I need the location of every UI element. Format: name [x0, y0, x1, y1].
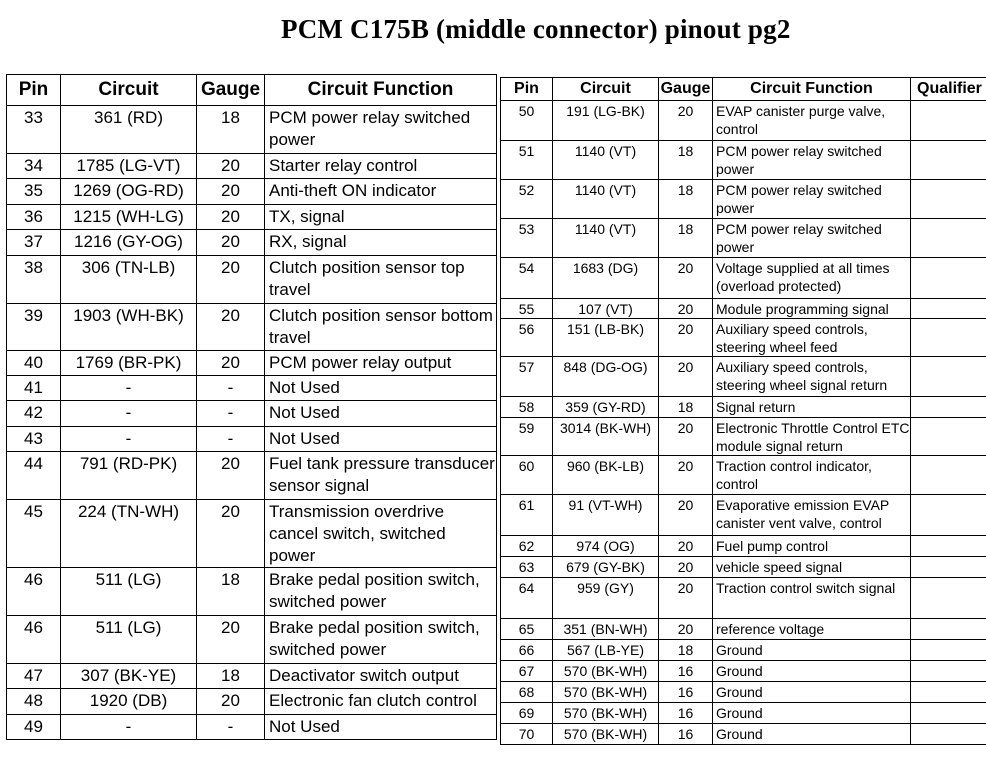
function-cell: Auxiliary speed controls, steering wheel feed — [713, 319, 911, 357]
gauge-cell: 18 — [197, 664, 265, 689]
table-row — [501, 640, 986, 661]
pin-cell: 57 — [501, 357, 553, 397]
table-row — [501, 219, 986, 258]
function-cell: Transmission overdrive cancel switch, switched power — [265, 500, 497, 568]
function-cell: Starter relay control — [265, 154, 497, 179]
table-row — [7, 689, 497, 715]
gauge-cell: 20 — [197, 205, 265, 230]
gauge-cell: 20 — [197, 689, 265, 715]
header-qualifier: Qualifier — [911, 78, 986, 101]
header-circuit-function: Circuit Function — [265, 75, 497, 106]
function-cell: Not Used — [265, 376, 497, 401]
gauge-cell: 20 — [197, 230, 265, 256]
circuit-cell: 567 (LB-YE) — [553, 640, 659, 661]
pin-cell: 46 — [7, 616, 61, 664]
circuit-cell: 570 (BK-WH) — [553, 724, 659, 745]
function-cell: PCM power relay switched power — [713, 219, 911, 258]
header-circuit: Circuit — [61, 75, 197, 106]
gauge-cell: 16 — [659, 661, 713, 682]
pin-cell: 33 — [7, 106, 61, 154]
circuit-cell: 791 (RD-PK) — [61, 452, 197, 500]
function-cell: Evaporative emission EVAP canister vent valve, control — [713, 495, 911, 536]
qualifier-cell — [911, 661, 986, 682]
table-row — [7, 205, 497, 230]
pin-cell: 70 — [501, 724, 553, 745]
gauge-cell: 20 — [197, 351, 265, 376]
function-cell: PCM power relay switched power — [713, 180, 911, 219]
gauge-cell: 16 — [659, 724, 713, 745]
table-row — [7, 452, 497, 500]
qualifier-cell — [911, 299, 986, 319]
function-cell: Voltage supplied at all times (overload protected) — [713, 258, 911, 299]
circuit-cell: 151 (LB-BK) — [553, 319, 659, 357]
pin-cell: 47 — [7, 664, 61, 689]
circuit-cell: 1269 (OG-RD) — [61, 179, 197, 205]
gauge-cell: - — [197, 401, 265, 427]
pin-cell: 45 — [7, 500, 61, 568]
pin-cell: 34 — [7, 154, 61, 179]
header-pin: Pin — [501, 78, 553, 101]
table-row — [7, 304, 497, 351]
gauge-cell: 20 — [197, 452, 265, 500]
table-row — [501, 397, 986, 418]
table-row — [501, 180, 986, 219]
qualifier-cell — [911, 619, 986, 640]
circuit-cell: 191 (LG-BK) — [553, 101, 659, 141]
function-cell: Traction control switch signal — [713, 578, 911, 619]
function-cell: PCM power relay switched power — [713, 141, 911, 180]
table-row — [501, 495, 986, 536]
gauge-cell: 20 — [659, 299, 713, 319]
table-row — [501, 319, 986, 357]
qualifier-cell — [911, 682, 986, 703]
pin-cell: 43 — [7, 427, 61, 452]
qualifier-cell — [911, 319, 986, 357]
pin-cell: 56 — [501, 319, 553, 357]
table-row — [501, 724, 986, 745]
gauge-cell: 18 — [659, 141, 713, 180]
circuit-cell: 1769 (BR-PK) — [61, 351, 197, 376]
gauge-cell: 20 — [659, 557, 713, 578]
pin-cell: 38 — [7, 256, 61, 304]
circuit-cell: - — [61, 427, 197, 452]
pin-cell: 46 — [7, 568, 61, 616]
table-row — [501, 536, 986, 557]
gauge-cell: 20 — [659, 319, 713, 357]
function-cell: Traction control indicator, control — [713, 456, 911, 495]
function-cell: Not Used — [265, 715, 497, 740]
table-row — [501, 357, 986, 397]
function-cell: Ground — [713, 703, 911, 724]
table-row — [7, 427, 497, 452]
qualifier-cell — [911, 357, 986, 397]
gauge-cell: 18 — [659, 180, 713, 219]
pin-cell: 49 — [7, 715, 61, 740]
circuit-cell: - — [61, 715, 197, 740]
page-title: PCM C175B (middle connector) pinout pg2 — [281, 14, 791, 44]
qualifier-cell — [911, 397, 986, 418]
pin-cell: 52 — [501, 180, 553, 219]
circuit-cell: 960 (BK-LB) — [553, 456, 659, 495]
gauge-cell: - — [197, 715, 265, 740]
circuit-cell: 1215 (WH-LG) — [61, 205, 197, 230]
qualifier-cell — [911, 418, 986, 456]
function-cell: RX, signal — [265, 230, 497, 256]
pin-cell: 37 — [7, 230, 61, 256]
gauge-cell: 16 — [659, 682, 713, 703]
table-row — [7, 616, 497, 664]
table-header-row — [501, 78, 986, 101]
circuit-cell: 307 (BK-YE) — [61, 664, 197, 689]
function-cell: Ground — [713, 640, 911, 661]
circuit-cell: 511 (LG) — [61, 568, 197, 616]
circuit-cell: 570 (BK-WH) — [553, 661, 659, 682]
gauge-cell: 20 — [659, 619, 713, 640]
gauge-cell: 20 — [659, 357, 713, 397]
function-cell: Auxiliary speed controls, steering wheel signal return — [713, 357, 911, 397]
pin-cell: 48 — [7, 689, 61, 715]
pin-cell: 61 — [501, 495, 553, 536]
table-row — [7, 256, 497, 304]
gauge-cell: 18 — [659, 640, 713, 661]
qualifier-cell — [911, 703, 986, 724]
pin-cell: 63 — [501, 557, 553, 578]
gauge-cell: 20 — [197, 179, 265, 205]
circuit-cell: 1683 (DG) — [553, 258, 659, 299]
circuit-cell: 91 (VT-WH) — [553, 495, 659, 536]
pin-cell: 36 — [7, 205, 61, 230]
gauge-cell: 20 — [197, 256, 265, 304]
qualifier-cell — [911, 536, 986, 557]
pinout-table-left — [6, 74, 497, 740]
gauge-cell: 20 — [197, 500, 265, 568]
pin-cell: 39 — [7, 304, 61, 351]
circuit-cell: 511 (LG) — [61, 616, 197, 664]
circuit-cell: - — [61, 376, 197, 401]
pin-cell: 53 — [501, 219, 553, 258]
circuit-cell: 570 (BK-WH) — [553, 703, 659, 724]
function-cell: Signal return — [713, 397, 911, 418]
table-row — [501, 299, 986, 319]
gauge-cell: 20 — [659, 495, 713, 536]
circuit-cell: - — [61, 401, 197, 427]
function-cell: Brake pedal position switch, switched power — [265, 568, 497, 616]
circuit-cell: 679 (GY-BK) — [553, 557, 659, 578]
circuit-cell: 3014 (BK-WH) — [553, 418, 659, 456]
circuit-cell: 1903 (WH-BK) — [61, 304, 197, 351]
pin-cell: 62 — [501, 536, 553, 557]
pin-cell: 55 — [501, 299, 553, 319]
pin-cell: 69 — [501, 703, 553, 724]
table-header-row — [7, 75, 497, 106]
table-row — [501, 661, 986, 682]
function-cell: Electronic fan clutch control — [265, 689, 497, 715]
pin-cell: 60 — [501, 456, 553, 495]
qualifier-cell — [911, 180, 986, 219]
circuit-cell: 570 (BK-WH) — [553, 682, 659, 703]
pin-cell: 68 — [501, 682, 553, 703]
header-gauge: Gauge — [197, 75, 265, 106]
circuit-cell: 107 (VT) — [553, 299, 659, 319]
table-row — [7, 568, 497, 616]
function-cell: Anti-theft ON indicator — [265, 179, 497, 205]
header-circuit-function: Circuit Function — [713, 78, 911, 101]
function-cell: Brake pedal position switch, switched power — [265, 616, 497, 664]
circuit-cell: 848 (DG-OG) — [553, 357, 659, 397]
qualifier-cell — [911, 141, 986, 180]
gauge-cell: - — [197, 427, 265, 452]
circuit-cell: 351 (BN-WH) — [553, 619, 659, 640]
circuit-cell: 1140 (VT) — [553, 219, 659, 258]
table-row — [7, 401, 497, 427]
pin-cell: 40 — [7, 351, 61, 376]
function-cell: Not Used — [265, 401, 497, 427]
gauge-cell: 20 — [659, 101, 713, 141]
qualifier-cell — [911, 578, 986, 619]
gauge-cell: 20 — [659, 418, 713, 456]
pin-cell: 65 — [501, 619, 553, 640]
circuit-cell: 1920 (DB) — [61, 689, 197, 715]
pin-cell: 66 — [501, 640, 553, 661]
function-cell: TX, signal — [265, 205, 497, 230]
table-row — [7, 154, 497, 179]
qualifier-cell — [911, 101, 986, 141]
function-cell: Ground — [713, 724, 911, 745]
table-row — [501, 578, 986, 619]
gauge-cell: 20 — [659, 258, 713, 299]
function-cell: PCM power relay output — [265, 351, 497, 376]
table-row — [7, 376, 497, 401]
circuit-cell: 1140 (VT) — [553, 141, 659, 180]
circuit-cell: 1785 (LG-VT) — [61, 154, 197, 179]
function-cell: Clutch position sensor top travel — [265, 256, 497, 304]
function-cell: PCM power relay switched power — [265, 106, 497, 154]
pin-cell: 42 — [7, 401, 61, 427]
table-row — [7, 715, 497, 740]
table-row — [7, 500, 497, 568]
qualifier-cell — [911, 495, 986, 536]
table-row — [501, 703, 986, 724]
pin-cell: 54 — [501, 258, 553, 299]
header-pin: Pin — [7, 75, 61, 106]
function-cell: Deactivator switch output — [265, 664, 497, 689]
table-row — [501, 101, 986, 141]
gauge-cell: 20 — [197, 154, 265, 179]
function-cell: vehicle speed signal — [713, 557, 911, 578]
function-cell: Electronic Throttle Control ETC module signal return — [713, 418, 911, 456]
table-row — [501, 141, 986, 180]
function-cell: Fuel tank pressure transducer sensor signal — [265, 452, 497, 500]
pin-cell: 67 — [501, 661, 553, 682]
table-row — [501, 557, 986, 578]
gauge-cell: 20 — [659, 536, 713, 557]
gauge-cell: 18 — [197, 106, 265, 154]
qualifier-cell — [911, 557, 986, 578]
table-row — [7, 351, 497, 376]
table-row — [7, 230, 497, 256]
pin-cell: 58 — [501, 397, 553, 418]
pin-cell: 35 — [7, 179, 61, 205]
gauge-cell: 18 — [197, 568, 265, 616]
header-circuit: Circuit — [553, 78, 659, 101]
table-row — [501, 456, 986, 495]
qualifier-cell — [911, 219, 986, 258]
gauge-cell: 18 — [659, 219, 713, 258]
function-cell: Ground — [713, 661, 911, 682]
circuit-cell: 1140 (VT) — [553, 180, 659, 219]
gauge-cell: - — [197, 376, 265, 401]
gauge-cell: 16 — [659, 703, 713, 724]
table-row — [501, 258, 986, 299]
circuit-cell: 359 (GY-RD) — [553, 397, 659, 418]
table-row — [7, 179, 497, 205]
circuit-cell: 361 (RD) — [61, 106, 197, 154]
function-cell: Module programming signal — [713, 299, 911, 319]
circuit-cell: 1216 (GY-OG) — [61, 230, 197, 256]
table-row — [7, 664, 497, 689]
function-cell: reference voltage — [713, 619, 911, 640]
function-cell: Fuel pump control — [713, 536, 911, 557]
qualifier-cell — [911, 456, 986, 495]
pin-cell: 51 — [501, 141, 553, 180]
function-cell: Not Used — [265, 427, 497, 452]
qualifier-cell — [911, 258, 986, 299]
pin-cell: 50 — [501, 101, 553, 141]
pinout-table-right — [500, 77, 986, 745]
gauge-cell: 20 — [659, 456, 713, 495]
pin-cell: 59 — [501, 418, 553, 456]
circuit-cell: 306 (TN-LB) — [61, 256, 197, 304]
table-row — [501, 682, 986, 703]
table-row — [7, 106, 497, 154]
gauge-cell: 20 — [197, 304, 265, 351]
table-row — [501, 619, 986, 640]
header-gauge: Gauge — [659, 78, 713, 101]
function-cell: Clutch position sensor bottom travel — [265, 304, 497, 351]
function-cell: EVAP canister purge valve, control — [713, 101, 911, 141]
pin-cell: 64 — [501, 578, 553, 619]
gauge-cell: 20 — [659, 578, 713, 619]
pin-cell: 41 — [7, 376, 61, 401]
circuit-cell: 224 (TN-WH) — [61, 500, 197, 568]
qualifier-cell — [911, 724, 986, 745]
gauge-cell: 20 — [197, 616, 265, 664]
pin-cell: 44 — [7, 452, 61, 500]
circuit-cell: 974 (OG) — [553, 536, 659, 557]
qualifier-cell — [911, 640, 986, 661]
gauge-cell: 18 — [659, 397, 713, 418]
table-row — [501, 418, 986, 456]
function-cell: Ground — [713, 682, 911, 703]
circuit-cell: 959 (GY) — [553, 578, 659, 619]
